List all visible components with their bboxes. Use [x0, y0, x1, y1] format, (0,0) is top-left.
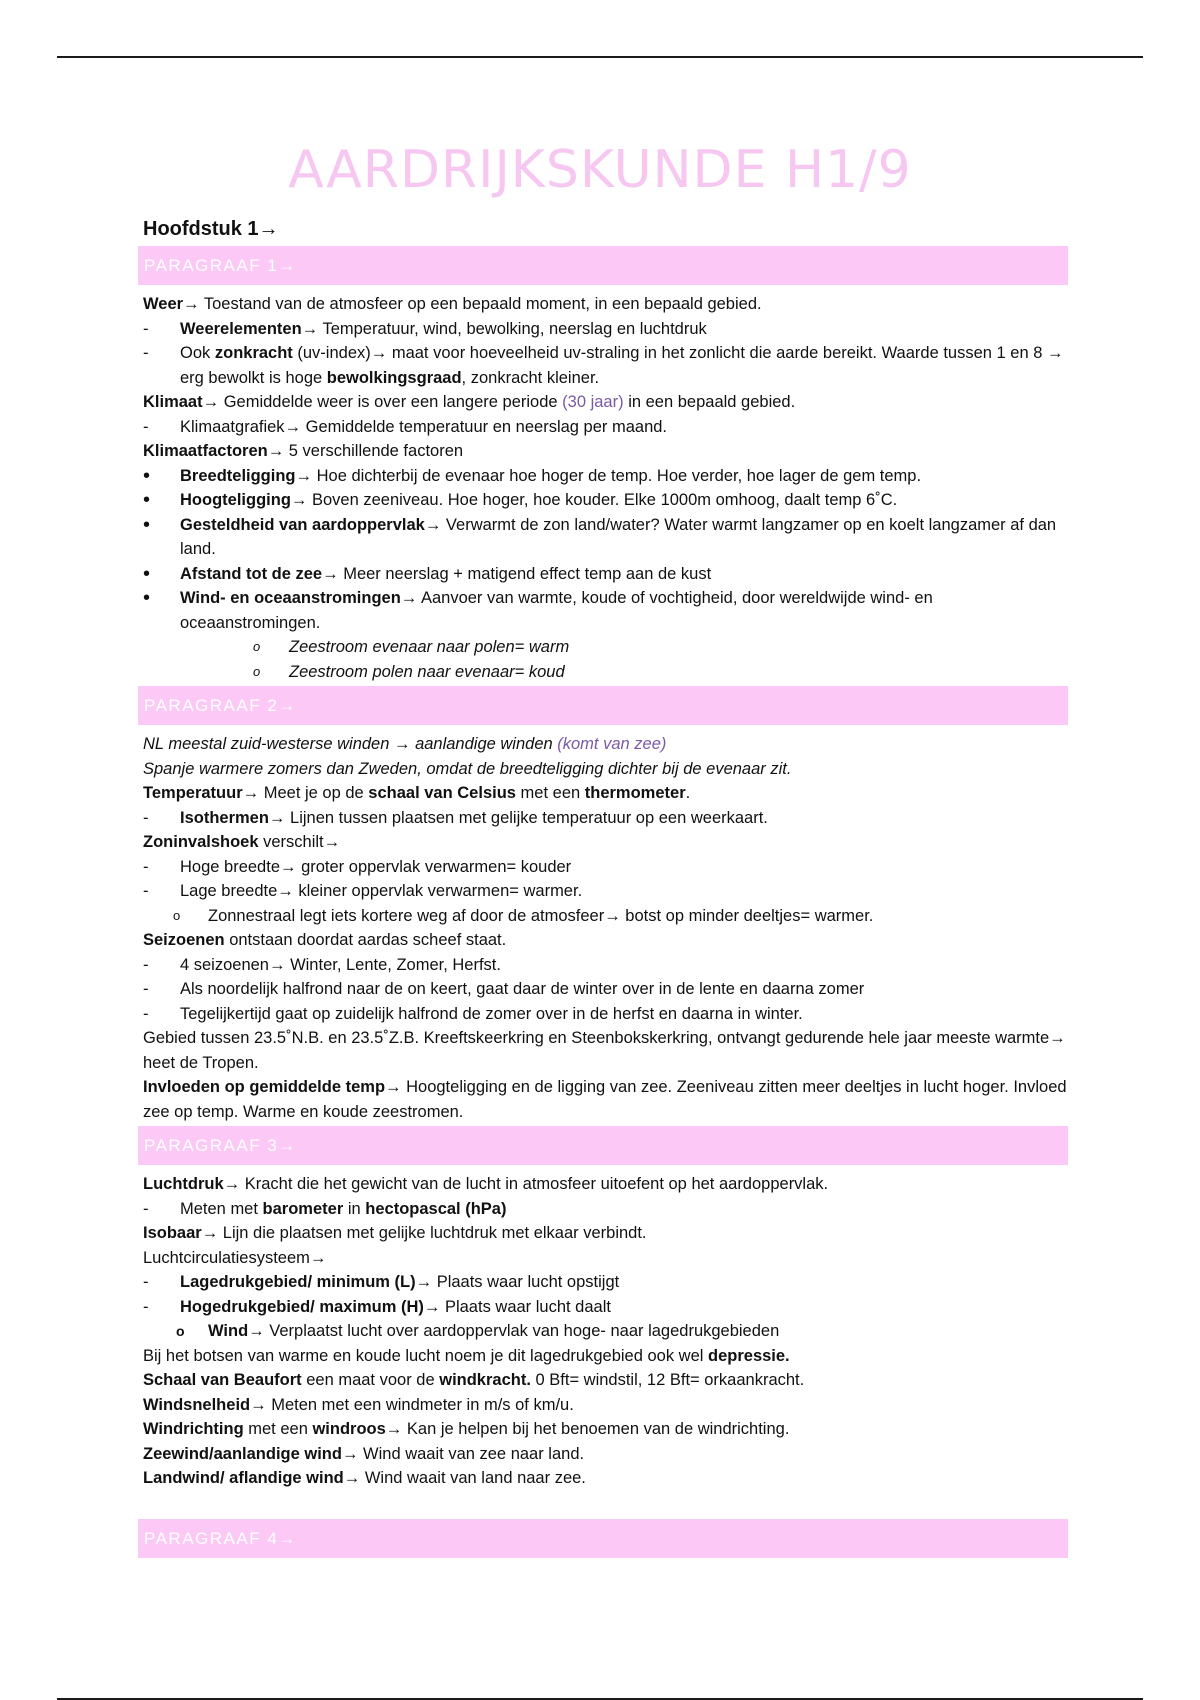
sub-list-item: o Zonnestraal legt iets kortere weg af door de atmosfeer→ botst op minder deeltjes= warmer. [143, 904, 1068, 929]
list-item: - Tegelijkertijd gaat op zuidelijk halfrond de zomer over in de herfst en daarna in winter. [143, 1002, 1068, 1027]
text-line: Temperatuur→ Meet je op de schaal van Celsius met een thermometer. [143, 784, 691, 802]
text-line: Landwind/ aflandige wind→ Wind waait van land naar zee. [143, 1469, 586, 1487]
list-item: - Ook zonkracht (uv-index)→ maat voor hoeveelheid uv-straling in het zonlicht die aarde bereikt. Waarde tussen 1 en 8 → erg bewolkt is hoge bewolkingsgraad, zonkracht kleiner. [143, 341, 1068, 390]
list-item: - Hogedrukgebied/ maximum (H)→ Plaats waar lucht daalt [143, 1295, 1068, 1320]
text-line: Schaal van Beaufort een maat voor de windkracht. 0 Bft= windstil, 12 Bft= orkaankracht. [143, 1371, 805, 1389]
text-line: Gebied tussen 23.5˚N.B. en 23.5˚Z.B. Kreeftskeerkring en Steenbokskerkring, ontvangt gedurende hele jaar meeste warmte→ heet de Tropen. [143, 1029, 1066, 1072]
bullet-item: • Hoogteligging→ Boven zeeniveau. Hoe hoger, hoe kouder. Elke 1000m omhoog, daalt temp 6˚C. [143, 488, 1068, 513]
text-line: NL meestal zuid-westerse winden → aanlandige winden (komt van zee) [143, 735, 667, 753]
bullet-item: • Wind- en oceaanstromingen→ Aanvoer van warmte, koude of vochtigheid, door wereldwijde wind- en oceaanstromingen. [143, 586, 1068, 635]
list-item: - Isothermen→ Lijnen tussen plaatsen met gelijke temperatuur op een weerkaart. [143, 806, 1068, 831]
section-heading-paragraaf-1: PARAGRAAF 1→ [138, 246, 1068, 285]
list-item: - Lage breedte→ kleiner oppervlak verwarmen= warmer. [143, 879, 1068, 904]
text-line: Zoninvalshoek verschilt→ [143, 833, 341, 851]
sub-list-item: o Zeestroom evenaar naar polen= warm [143, 635, 1068, 660]
list-item: - Hoge breedte→ groter oppervlak verwarmen= kouder [143, 855, 1068, 880]
section-heading-paragraaf-4: PARAGRAAF 4→ [138, 1519, 1068, 1558]
text-line: Luchtdruk→ Kracht die het gewicht van de lucht in atmosfeer uitoefent op het aardoppervlak. [143, 1175, 829, 1193]
chapter-heading: Hoofdstuk 1→ [143, 218, 279, 240]
bullet-item: • Breedteligging→ Hoe dichterbij de evenaar hoe hoger de temp. Hoe verder, hoe lager de gem temp. [143, 464, 1068, 489]
text-line: Spanje warmere zomers dan Zweden, omdat de breedteligging dichter bij de evenaar zit. [143, 759, 792, 778]
section-heading-paragraaf-2: PARAGRAAF 2→ [138, 686, 1068, 725]
sub-list-item: o Zeestroom polen naar evenaar= koud [143, 660, 1068, 685]
list-item: - Lagedrukgebied/ minimum (L)→ Plaats waar lucht opstijgt [143, 1270, 1068, 1295]
sub-list-item: o Wind→ Verplaatst lucht over aardoppervlak van hoge- naar lagedrukgebieden [143, 1319, 1068, 1344]
text-line: Weer→ Toestand van de atmosfeer op een bepaald moment, in een bepaald gebied. [143, 295, 762, 313]
text-line: Invloeden op gemiddelde temp→ Hoogteligging en de ligging van zee. Zeeniveau zitten meer deeltjes in lucht hoger. Invloed zee op temp. Warme en koude zeestromen. [143, 1078, 1067, 1121]
document-title: AARDRIJKSKUNDE H1/9 [288, 140, 912, 200]
text-line: Bij het botsen van warme en koude lucht noem je dit lagedrukgebied ook wel depressie. [143, 1346, 790, 1365]
text-line: Seizoenen ontstaan doordat aardas scheef staat. [143, 931, 507, 949]
text-line: Windsnelheid→ Meten met een windmeter in m/s of km/u. [143, 1395, 574, 1414]
list-item: - Weerelementen→ Temperatuur, wind, bewolking, neerslag en luchtdruk [143, 317, 1068, 342]
text-line: Klimaatfactoren→ 5 verschillende factoren [143, 442, 464, 460]
list-item: - Klimaatgrafiek→ Gemiddelde temperatuur en neerslag per maand. [143, 415, 1068, 440]
text-line: Zeewind/aanlandige wind→ Wind waait van zee naar land. [143, 1444, 585, 1463]
text-line: Klimaat→ Gemiddelde weer is over een langere periode (30 jaar) in een bepaald gebied. [143, 393, 796, 411]
bullet-item: • Gesteldheid van aardoppervlak→ Verwarmt de zon land/water? Water warmt langzamer op en koelt langzamer af dan land. [143, 513, 1068, 562]
text-line: Windrichting met een windroos→ Kan je helpen bij het benoemen van de windrichting. [143, 1420, 790, 1438]
top-rule [57, 56, 1143, 58]
list-item: - 4 seizoenen→ Winter, Lente, Zomer, Herfst. [143, 953, 1068, 978]
list-item: - Meten met barometer in hectopascal (hPa) [143, 1197, 1068, 1222]
bullet-item: • Afstand tot de zee→ Meer neerslag + matigend effect temp aan de kust [143, 562, 1068, 587]
section-heading-paragraaf-3: PARAGRAAF 3→ [138, 1126, 1068, 1165]
text-line: Isobaar→ Lijn die plaatsen met gelijke luchtdruk met elkaar verbindt. [143, 1224, 647, 1242]
document-body [138, 212, 1068, 1565]
text-line: Luchtcirculatiesysteem→ [143, 1248, 327, 1267]
list-item: - Als noordelijk halfrond naar de on keert, gaat daar de winter over in de lente en daarna zomer [143, 977, 1068, 1002]
